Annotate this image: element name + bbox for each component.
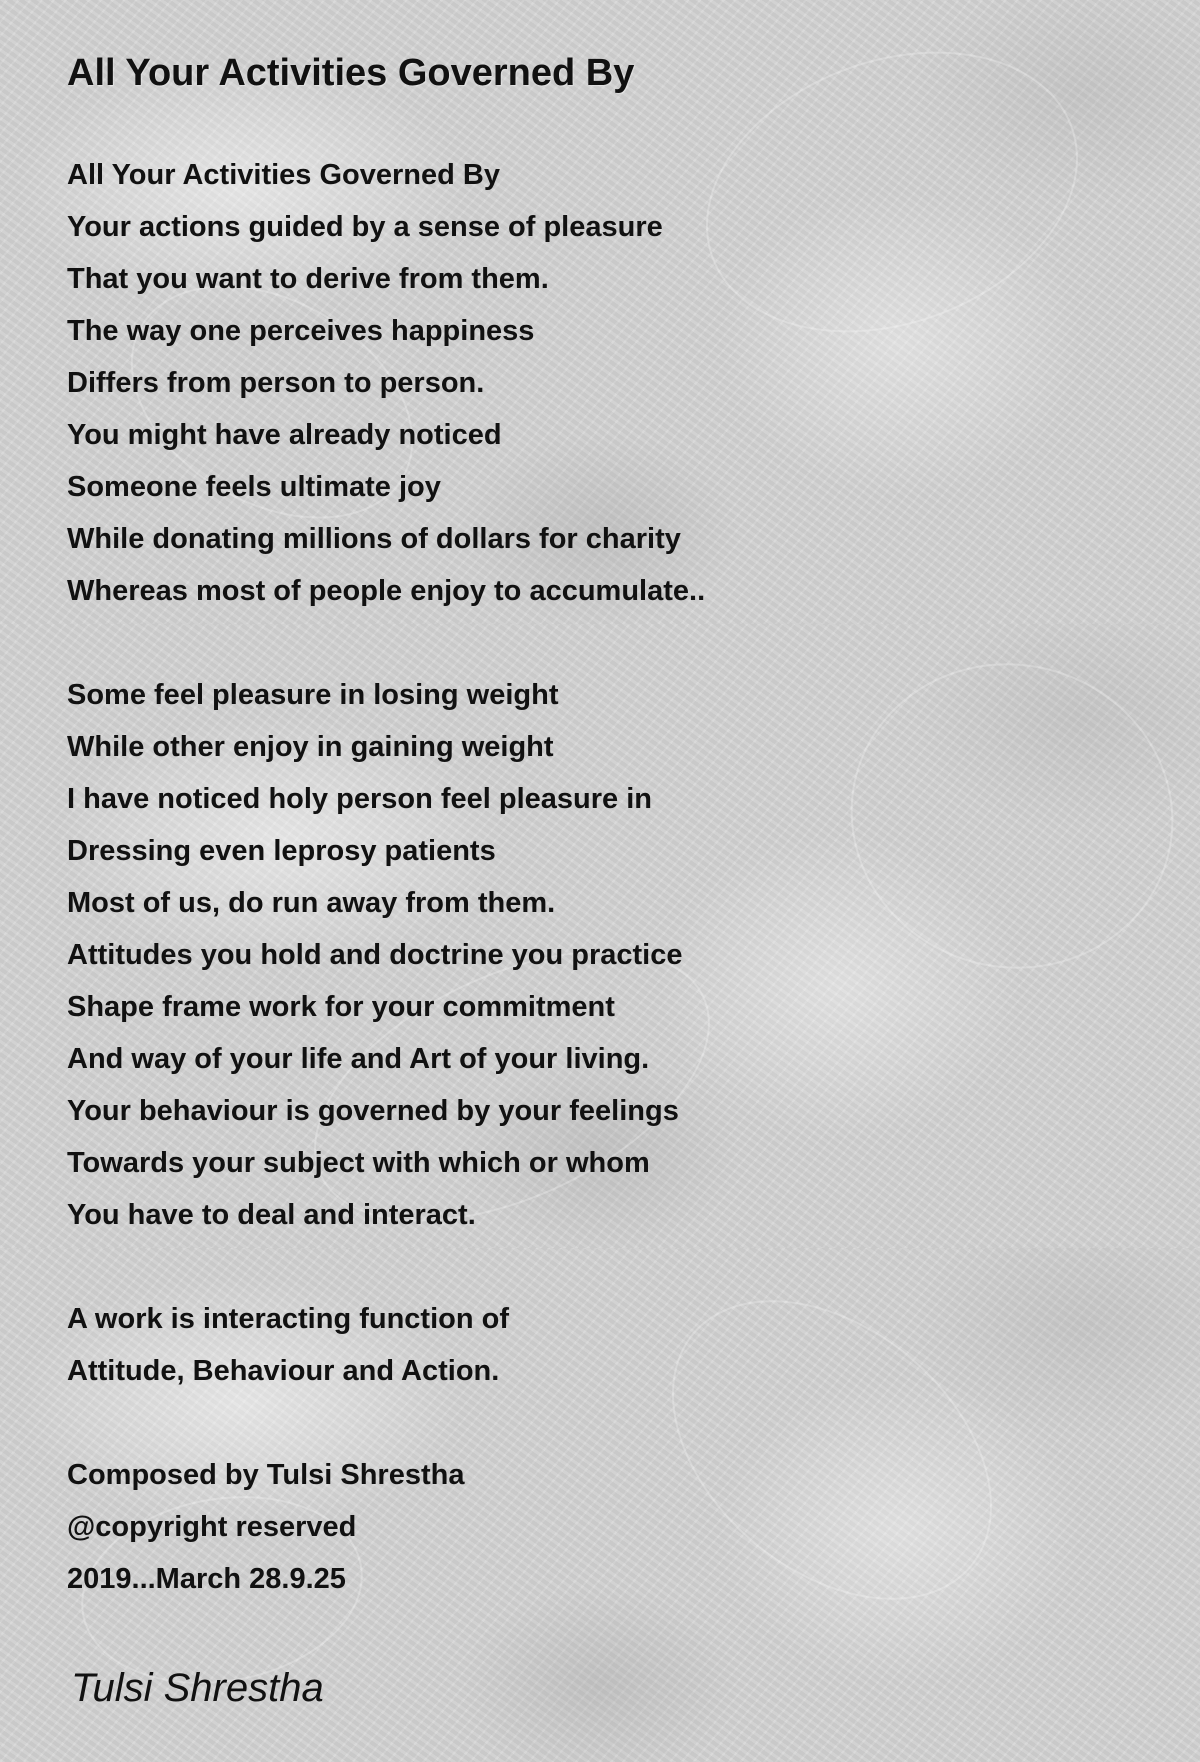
poem-line: I have noticed holy person feel pleasure in	[67, 783, 652, 815]
poem-line: Shape frame work for your commitment	[67, 991, 615, 1023]
background-swirl	[666, 2, 1117, 381]
poem-line: Whereas most of people enjoy to accumulate..	[67, 575, 706, 607]
poem-line: The way one perceives happiness	[67, 315, 535, 347]
poem-line: You might have already noticed	[67, 419, 502, 451]
poem-line: Your behaviour is governed by your feelings	[67, 1095, 679, 1127]
poem-line: Differs from person to person.	[67, 367, 485, 399]
poem-line: Attitude, Behaviour and Action.	[67, 1355, 500, 1387]
poem-line: Some feel pleasure in losing weight	[67, 679, 559, 711]
date-line: 2019...March 28.9.25	[67, 1563, 346, 1595]
composer-credit: Composed by Tulsi Shrestha	[67, 1459, 465, 1491]
poem-line: A work is interacting function of	[67, 1303, 509, 1335]
author-signature: Tulsi Shrestha	[71, 1666, 324, 1710]
poem-line: All Your Activities Governed By	[67, 159, 500, 191]
poem-line: That you want to derive from them.	[67, 263, 549, 295]
poem-line: You have to deal and interact.	[67, 1199, 476, 1231]
background-swirl	[816, 627, 1200, 1004]
poem-line: Towards your subject with which or whom	[67, 1147, 650, 1179]
background-swirl	[614, 1248, 1050, 1660]
poem-line: While other enjoy in gaining weight	[67, 731, 554, 763]
poem-line: Attitudes you hold and doctrine you practice	[67, 939, 683, 971]
poem-line: And way of your life and Art of your living.	[67, 1043, 650, 1075]
poem-line: Your actions guided by a sense of pleasure	[67, 211, 663, 243]
poem-line: Someone feels ultimate joy	[67, 471, 441, 503]
poem-line: While donating millions of dollars for charity	[67, 523, 681, 555]
poem-line: Dressing even leprosy patients	[67, 835, 496, 867]
copyright-notice: @copyright reserved	[67, 1511, 357, 1543]
poem-title: All Your Activities Governed By	[67, 52, 635, 94]
poem-line: Most of us, do run away from them.	[67, 887, 556, 919]
